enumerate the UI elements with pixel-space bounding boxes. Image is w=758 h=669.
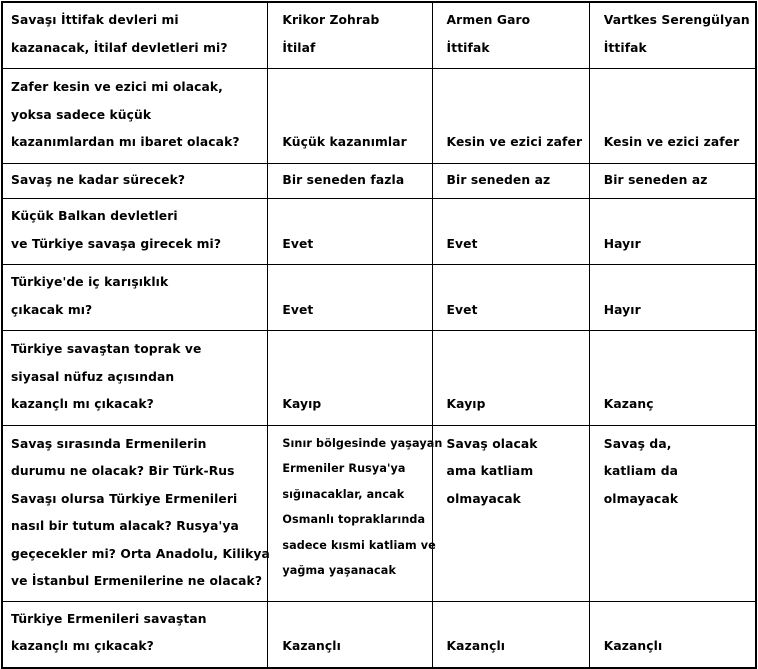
- question-cell: [2, 601, 268, 668]
- text-line: Türkiye'de iç karışıklık: [11, 275, 169, 289]
- answer-line: ama katliam: [446, 464, 534, 478]
- answer-line: Kazançlı: [446, 639, 506, 653]
- answer-cell: [268, 601, 432, 668]
- answer-cell: [589, 199, 756, 265]
- answer-text: [433, 386, 589, 425]
- text-line: Savaş ne kadar sürecek?: [11, 172, 186, 187]
- answer-text: [268, 386, 431, 425]
- opinion-comparison-table: [1, 1, 757, 669]
- answer-line: Bir seneden fazla: [282, 172, 405, 187]
- answer-line: Ermeniler Rusya'ya: [282, 462, 406, 475]
- text-line: Zafer kesin ve ezici mi olacak,: [11, 80, 223, 94]
- answer-text: [268, 164, 431, 199]
- answer-cell: [589, 69, 756, 164]
- answer-cell: [432, 331, 589, 426]
- column-header-label: Vartkes Serengülyan: [603, 13, 750, 27]
- comparison-table-container: [0, 1, 758, 653]
- answer-text: [268, 426, 443, 589]
- question-text: [3, 164, 267, 199]
- table-row: [2, 601, 756, 668]
- answer-cell: [432, 163, 589, 199]
- answer-text: [433, 124, 589, 163]
- answer-cell: [268, 69, 432, 164]
- column-header-cell: [432, 2, 589, 69]
- answer-cell: [432, 199, 589, 265]
- answer-cell: [432, 265, 589, 331]
- answer-line: Evet: [282, 302, 314, 317]
- answer-line: Bir seneden az: [446, 172, 551, 187]
- answer-text: [590, 629, 755, 667]
- question-text: [3, 199, 267, 264]
- text-line: Savaşı İttifak devleri mi: [11, 13, 179, 27]
- question-cell: [2, 265, 268, 331]
- question-cell: [2, 69, 268, 164]
- answer-line: Kazanç: [603, 397, 654, 411]
- answer-cell: [268, 163, 432, 199]
- question-text: [3, 426, 270, 601]
- answer-text: [268, 124, 431, 163]
- text-line: kazançlı mı çıkacak?: [11, 639, 154, 653]
- question-text: [3, 602, 267, 667]
- text-line: yoksa sadece küçük: [11, 107, 152, 122]
- answer-line: Hayır: [603, 236, 641, 251]
- table-row: [2, 199, 756, 265]
- column-header-cell: [268, 2, 432, 69]
- column-header-label: Krikor Zohrab: [282, 13, 380, 27]
- text-line: çıkacak mı?: [11, 302, 93, 317]
- text-line: nasıl bir tutum alacak? Rusya'ya: [11, 519, 239, 533]
- answer-cell: [432, 425, 589, 601]
- text-line: Savaşı olursa Türkiye Ermenileri: [11, 491, 238, 506]
- text-line: Türkiye Ermenileri savaştan: [11, 611, 207, 626]
- question-cell: [2, 331, 268, 426]
- text-line: Savaş sırasında Ermenilerin: [11, 436, 207, 451]
- answer-line: sığınacaklar, ancak: [282, 487, 405, 501]
- answer-line: Kesin ve ezici zafer: [603, 135, 740, 149]
- answer-line: Kazançlı: [603, 639, 663, 653]
- text-line: kazançlı mı çıkacak?: [11, 397, 154, 411]
- answer-cell: [268, 199, 432, 265]
- table-body: [2, 2, 756, 668]
- column-header-group: [433, 3, 589, 68]
- answer-line: Savaş olacak: [446, 436, 538, 451]
- text-line: kazanımlardan mı ibaret olacak?: [11, 135, 240, 149]
- answer-text: [590, 164, 755, 199]
- answer-cell: [268, 331, 432, 426]
- column-header-label: Armen Garo: [446, 13, 531, 27]
- answer-line: Sınır bölgesinde yaşayan: [282, 436, 443, 450]
- text-line: Türkiye savaştan toprak ve: [11, 342, 202, 356]
- answer-text: [590, 227, 755, 265]
- answer-line: Kazançlı: [282, 639, 341, 653]
- question-cell: [2, 425, 268, 601]
- answer-text: [433, 164, 589, 199]
- answer-text: [433, 426, 589, 519]
- answer-text: [590, 386, 755, 425]
- answer-line: Hayır: [603, 302, 641, 317]
- answer-cell: [268, 425, 443, 601]
- column-header-group: [268, 3, 431, 68]
- text-line: ve İstanbul Ermenilerine ne olacak?: [11, 574, 263, 588]
- answer-cell: [589, 265, 756, 331]
- answer-cell: [268, 265, 432, 331]
- answer-cell: [432, 69, 589, 164]
- text-line: geçecekler mi? Orta Anadolu, Kilikya: [11, 546, 270, 561]
- column-header-group: [590, 3, 755, 68]
- answer-line: katliam da: [603, 464, 679, 478]
- answer-line: Evet: [446, 236, 478, 251]
- answer-line: olmayacak: [603, 491, 679, 506]
- answer-line: Evet: [446, 302, 478, 317]
- answer-text: [433, 629, 589, 667]
- answer-line: sadece kısmi katliam ve: [282, 538, 436, 552]
- text-line: ve Türkiye savaşa girecek mi?: [11, 236, 222, 251]
- text-line: durumu ne olacak? Bir Türk-Rus: [11, 464, 235, 478]
- table-row: [2, 69, 756, 164]
- text-line: kazanacak, İtilaf devletleri mi?: [11, 40, 228, 55]
- answer-text: [590, 124, 755, 163]
- question-text: [3, 3, 267, 68]
- question-cell: [2, 2, 268, 69]
- question-text: [3, 69, 267, 163]
- answer-line: Evet: [282, 236, 314, 251]
- answer-cell: [589, 331, 756, 426]
- answer-cell: [589, 163, 756, 199]
- table-row: [2, 331, 756, 426]
- answer-cell: [432, 601, 589, 668]
- answer-line: İttifak: [446, 40, 490, 55]
- answer-line: yağma yaşanacak: [282, 564, 396, 577]
- answer-line: Savaş da,: [603, 436, 672, 451]
- table-row: [2, 163, 756, 199]
- question-text: [3, 265, 267, 330]
- question-cell: [2, 163, 268, 199]
- answer-line: İttifak: [603, 40, 647, 55]
- answer-text: [268, 293, 431, 331]
- answer-line: Kayıp: [446, 397, 486, 411]
- answer-cell: [589, 425, 756, 601]
- answer-text: [268, 629, 431, 667]
- answer-text: [590, 293, 755, 331]
- answer-text: [590, 426, 755, 519]
- table-row: [2, 2, 756, 69]
- question-cell: [2, 199, 268, 265]
- table-row: [2, 265, 756, 331]
- answer-line: Osmanlı topraklarında: [282, 513, 426, 526]
- answer-line: olmayacak: [446, 491, 521, 506]
- answer-text: [433, 293, 589, 331]
- answer-line: Küçük kazanımlar: [282, 135, 407, 149]
- answer-line: Bir seneden az: [603, 172, 708, 187]
- text-line: Küçük Balkan devletleri: [11, 209, 178, 223]
- answer-text: [268, 227, 431, 265]
- question-text: [3, 331, 267, 425]
- table-row: [2, 425, 756, 601]
- answer-text: [433, 227, 589, 265]
- answer-line: İtilaf: [282, 40, 316, 55]
- answer-line: Kayıp: [282, 397, 322, 411]
- column-header-cell: [589, 2, 756, 69]
- answer-cell: [589, 601, 756, 668]
- answer-line: Kesin ve ezici zafer: [446, 135, 583, 149]
- text-line: siyasal nüfuz açısından: [11, 369, 175, 384]
